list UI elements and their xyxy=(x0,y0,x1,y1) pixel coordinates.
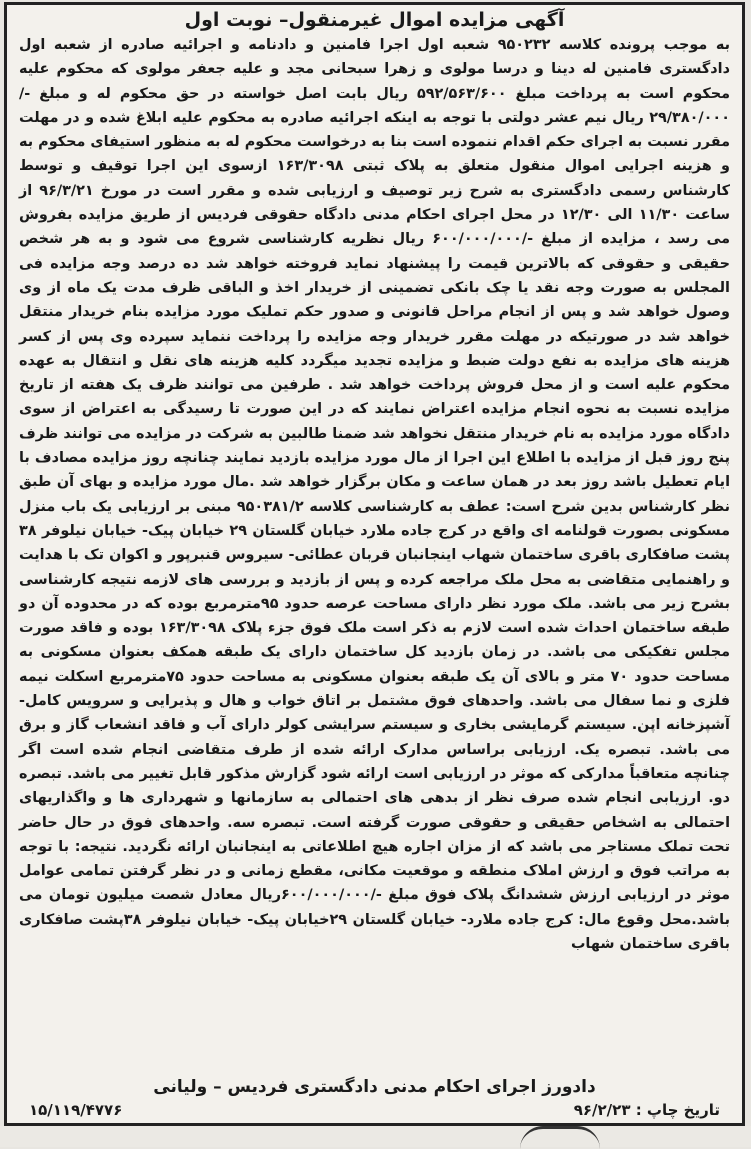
notice-footer xyxy=(7,1077,742,1119)
issuer-signature: دادورز اجرای احکام مدنی دادگستری فردیس – ولیانی xyxy=(153,1077,596,1097)
notice-paragraph: به موجب پرونده کلاسه ۹۵۰۲۳۲ شعبه اول اجرا فامنین و دادنامه و اجرائیه صادره از شعبه اول دادگستری فامنین له دینا و درسا مولوی و زهرا سبحانی مجد و علیه جعفر مولوی که محکوم علیه محکوم است به پرداخت مبلغ ۵۹۲/۵۶۳/۶۰۰ ریال بابت اصل خواسته در حق محکوم له و مبلغ -/۲۹/۳۸۰/۰۰۰ ریال نیم عشر دولتی با توجه به اینکه اجرائیه صادره به محکوم علیه ابلاغ شده و در مهلت مقرر نسبت به اجرای حکم اقدام ننموده است بنا به درخواست محکوم له به منظور استیفای محکوم به و هزینه اجرایی اموال منقول متعلق به پلاک ثبتی ۱۶۳/۳۰۹۸ ازسوی این اجرا توقیف و توسط کارشناس رسمی دادگستری به شرح زیر توصیف و ارزیابی شده و مقرر است در مورخ ۹۶/۳/۲۱ از ساعت ۱۱/۳۰ الی ۱۲/۳۰ در محل اجرای احکام مدنی دادگاه حقوقی فردیس از طریق مزایده بفروش می رسد ، مزایده از مبلغ -/۶۰۰/۰۰۰/۰۰۰ ریال نظریه کارشناسی شروع می شود و به هر شخص حقیقی و حقوقی که بالاترین قیمت را پیشنهاد نماید فروخته خواهد شد ده درصد وجه مزایده فی المجلس به صورت وجه نقد یا چک بانکی تضمینی از خریدار اخذ و الباقی ظرف مدت یک ماه از وی وصول خواهد شد و پس از انجام مراحل قانونی و صدور حکم تملیک مورد مزایده بنام خریدار منتقل خواهد شد در صورتیکه در مهلت مقرر خریدار وجه مزایده را پرداخت ننماید سپرده وی پس از کسر هزینه های مزایده به نفع دولت ضبط و مزایده تجدید میگردد کلیه هزینه های نقل و انتقال به عهده محکوم علیه است و از محل فروش پرداخت خواهد شد . طرفین می توانند ظرف یک هفته از تاریخ مزایده نسبت به نحوه انجام مزایده اعتراض نمایند که در این صورت تا رسیدگی به اعتراض از سوی دادگاه مورد مزایده به نام خریدار منتقل نخواهد شد ضمنا طالبین به شرکت در مزایده می توانند ظرف پنج روز قبل از مزایده با اطلاع این اجرا از مال مورد مزایده بازدید نمایند چنانچه روز مزایده مصادف با ایام تعطیل باشد روز بعد در همان ساعت و مکان برگزار خواهد شد .مال مورد مزایده و بهای آن طبق نظر کارشناس بدین شرح است: عطف به کارشناسی کلاسه ۹۵۰۳۸۱/۲ مبنی بر ارزیابی یک باب منزل مسکونی بصورت قولنامه ای واقع در کرج جاده ملارد خیابان گلستان ۲۹ خیابان پیک- خیابان نیلوفر ۳۸ پشت صافکاری باقری ساختمان شهاب اینجانبان قربان عطائی- سیروس قنبرپور و اکوان تک با هدایت و راهنمایی متقاضی به محل ملک مراجعه کرده و پس از بازدید و بررسی های لازمه نتیجه کارشناسی بشرح زیر می باشد. ملک مورد نظر دارای مساحت عرصه حدود ۹۵مترمربع بوده که در محدوده آن دو طبقه ساختمان احداث شده است لازم به ذکر است ملک فوق جزء پلاک ۱۶۳/۳۰۹۸ بوده و فاقد صورت مجلس تفکیکی می باشد. در زمان بازدید کل ساختمان دارای یک طبقه همکف بعنوان مسکونی به مساحت حدود ۷۰ متر و بالای آن یک طبقه بعنوان مسکونی به مساحت حدود ۷۵مترمربع اسکلت نیمه فلزی و نما سفال می باشد. واحدهای فوق مشتمل بر اتاق خواب و هال و پذیرایی و سرویس کامل- آشپزخانه اپن. سیستم گرمایشی بخاری و سیستم سرایشی کولر دارای آب و فاقد انشعاب گاز و برق می باشد. تبصره یک. ارزیابی براساس مدارک ارائه شده از طرف متقاضی انجام شده است اگر چنانچه متعاقباً مدارکی که موثر در ارزیابی است ارائه شود گزارش مذکور قابل تغییر می باشد. تبصره دو. ارزیابی انجام شده صرف نظر از بدهی های احتمالی به سازمانها و شهرداری ها و واگذاریهای احتمالی به اشخاص حقیقی و حقوقی صورت گرفته است. تبصره سه. واحدهای فوق در حال حاضر تحت تملک مستاجر می باشد که از مزان اجاره هیچ اطلاعاتی به اینجانبان ارائه نگردید. نتیجه: با توجه به مراتب فوق و ارزش املاک منطقه و موقعیت مکانی، مقطع زمانی و در نظر گرفتن تمامی عوامل موثر در ارزیابی ارزش ششدانگ پلاک فوق مبلغ -/۶۰۰/۰۰۰/۰۰۰ریال معادل شصت میلیون تومان می باشد.محل وقوع مال: کرج جاده ملارد- خیابان گلستان ۲۹خیابان پیک- خیابان نیلوفر ۳۸پشت صافکاری باقری ساختمان شهاب xyxy=(19,37,731,952)
print-date: تاریخ چاپ : ۹۶/۲/۲۳ xyxy=(573,1101,720,1119)
bottom-margin xyxy=(0,1126,751,1147)
reference-number: ۱۵/۱۱۹/۴۷۷۶ xyxy=(29,1101,123,1119)
notice-body xyxy=(7,33,742,956)
handwritten-mark xyxy=(520,1126,600,1149)
notice-frame xyxy=(4,2,745,1126)
notice-meta xyxy=(29,1101,720,1119)
notice-title: آگهی مزایده اموال غیرمنقول– نوبت اول xyxy=(184,9,565,31)
